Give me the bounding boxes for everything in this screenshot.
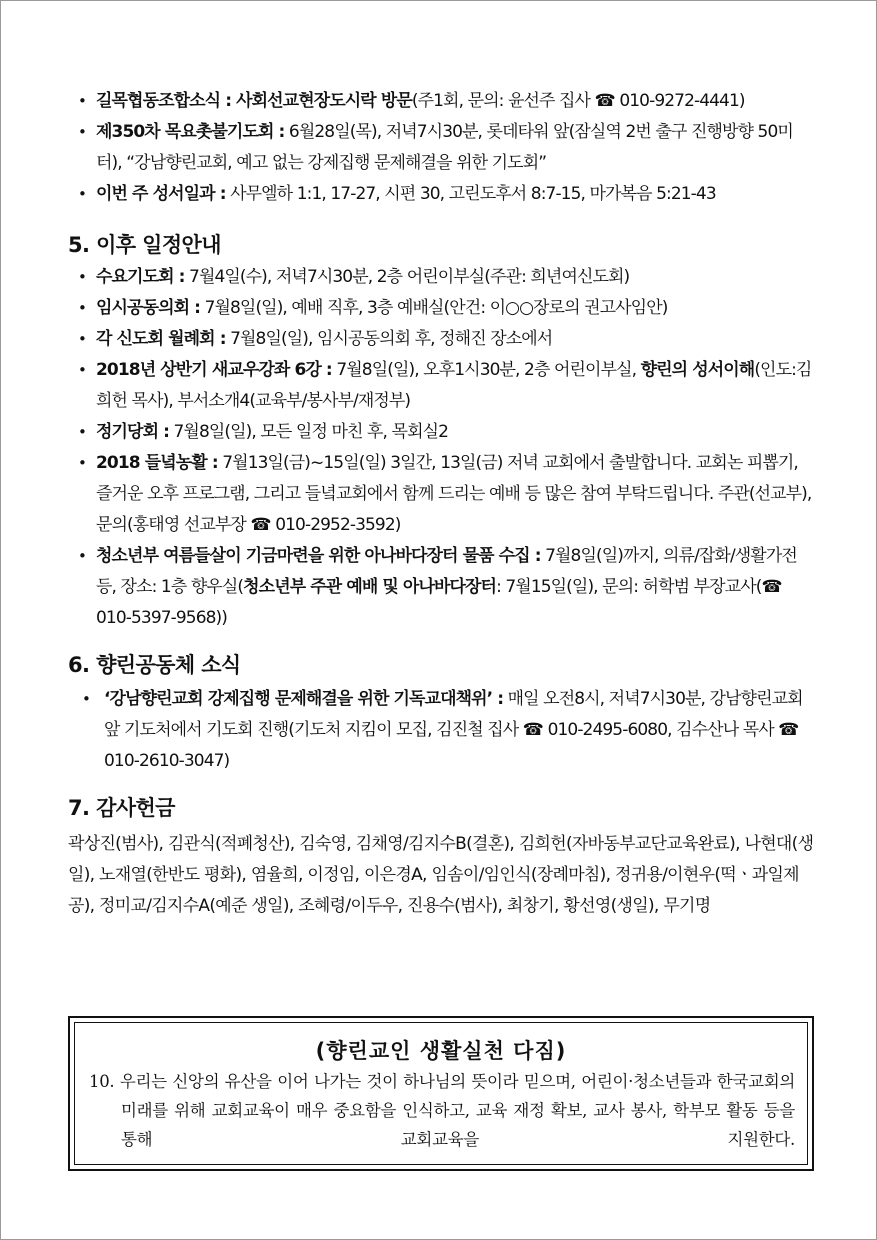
list-item: [68, 684, 814, 777]
list-item: [68, 262, 814, 293]
item-text: (주1회, 문의: 윤선주 집사 ☎ 010-9272-4441): [411, 91, 745, 111]
bullet-icon: •: [78, 299, 86, 317]
offering-list: 곽상진(범사), 김관식(적폐청산), 김숙영, 김채영/김지수B(결혼), 김희헌(자바동부교단교육완료), 나현대(생일), 노재열(한반도 평화), 염율희, 이정임, 이은경A, 임솜이/임인식(장례마침), 정귀용/이현우(떡ㆍ과일제공), 정미교/김지수A(예준 생일), 조혜령/이두우, 진용수(범사), 최창기, 황선영(생일), 무기명: [68, 834, 814, 916]
bulletin-content: [68, 86, 814, 922]
item-heading-2: 향린의 성서이해: [640, 360, 755, 380]
bullet-icon: •: [78, 423, 86, 441]
item-heading: 청소년부 여름들살이 기금마련을 위한 아나바다장터 물품 수집 :: [96, 546, 541, 566]
list-item: [68, 293, 814, 324]
item-heading: 제350차 목요촛불기도회 :: [96, 122, 285, 142]
item-text: 7월8일(일), 오후1시30분, 2층 어린이부실,: [331, 360, 641, 380]
bullet-icon: •: [82, 690, 90, 708]
bullet-icon: •: [78, 123, 86, 141]
bullet-icon: •: [78, 330, 86, 348]
pledge-title: (향린교인 생활실천 다짐): [315, 1039, 567, 1063]
item-heading: ‘강남향린교회 강제집행 문제해결을 위한 기독교대책위’ :: [104, 689, 504, 709]
item-heading: 정기당회 :: [96, 422, 170, 442]
pledge-box-inner: [74, 1022, 808, 1165]
item-heading: 길목협동조합소식 : 사회선교현장도시락 방문: [96, 91, 412, 111]
item-text: 매일 오전8시, 저녁7시30분, 강남향린교회 앞 기도처에서 기도회 진행(기도처 지킴이 모집, 김진철 집사 ☎ 010-2495-6080, 김수산나 목사 ☎ 010-2610-3047): [104, 689, 803, 771]
list-item: [68, 86, 814, 117]
section-title: 5. 이후 일정안내: [68, 233, 221, 257]
item-text: 7월8일(일)까지, 의류/잡화/생활가전 등, 장소: 1층 향우실(: [96, 546, 797, 597]
item-text: 7월8일(일), 예배 직후, 3층 예배실(안건: 이○○장로의 권고사임안): [200, 298, 668, 318]
item-heading: 2018년 상반기 새교우강좌 6강 :: [96, 360, 332, 380]
pledge-text: 10. 우리는 신앙의 유산을 이어 나가는 것이 하나님의 뜻이라 믿으며, 어린이·청소년들과 한국교회의 미래를 위해 교회교육이 매우 중요함을 인식하고, 교육 재정 확보, 교사 봉사, 학부모 활동 등을 통해 교회교육을 지원한다.: [89, 1072, 795, 1149]
list-item: [68, 417, 814, 448]
item-text: 7월13일(금)~15일(일) 3일간, 13일(금) 저녁 교회에서 출발합니다. 교회논 피뽑기, 즐거운 오후 프로그램, 그리고 들녘교회에서 함께 드리는 예배 등 많은 참여 부탁드립니다. 주관(선교부), 문의(홍태영 선교부장 ☎ 010-2952-3592): [96, 453, 812, 535]
item-heading: 각 신도회 월례회 :: [96, 329, 226, 349]
item-text-2: (인도:김희헌 목사), 부서소개4(교육부/봉사부/재정부): [96, 360, 812, 411]
bullet-icon: •: [78, 454, 86, 472]
list-item: [68, 179, 814, 210]
item-text: 7월8일(일), 모든 일정 마친 후, 목회실2: [169, 422, 449, 442]
item-heading: 2018 들녘농활 :: [96, 453, 218, 473]
item-text: 7월8일(일), 임시공동의회 후, 정해진 장소에서: [225, 329, 553, 349]
section-title: 6. 향린공동체 소식: [68, 653, 241, 677]
item-text: 사무엘하 1:1, 17-27, 시편 30, 고린도후서 8:7-15, 마가복음 5:21-43: [225, 184, 716, 204]
item-heading-2: 청소년부 주관 예배 및 아나바다장터: [243, 577, 497, 597]
item-heading: 이번 주 성서일과 :: [96, 184, 226, 204]
section-title: 7. 감사헌금: [68, 796, 175, 820]
bullet-icon: •: [78, 547, 86, 565]
item-heading: 임시공동의회 :: [96, 298, 201, 318]
list-item: [68, 117, 814, 179]
item-text: 7월4일(수), 저녁7시30분, 2층 어린이부실(주관: 희년여신도회): [184, 267, 630, 287]
bullet-icon: •: [78, 92, 86, 110]
item-text-2: : 7월15일(일), 문의: 허학범 부장교사(☎ 010-5397-9568)): [96, 577, 782, 628]
list-item: [68, 355, 814, 417]
bullet-icon: •: [78, 361, 86, 379]
item-text: 6월28일(목), 저녁7시30분, 롯데타워 앞(잠실역 2번 출구 진행방향 50미터), “강남향린교회, 예고 없는 강제집행 문제해결을 위한 기도회”: [96, 122, 793, 173]
pledge-box: [68, 1016, 814, 1171]
list-item: [68, 541, 814, 634]
list-item: [68, 324, 814, 355]
bullet-icon: •: [78, 185, 86, 203]
bullet-icon: •: [78, 268, 86, 286]
list-item: [68, 448, 814, 541]
item-heading: 수요기도회 :: [96, 267, 185, 287]
